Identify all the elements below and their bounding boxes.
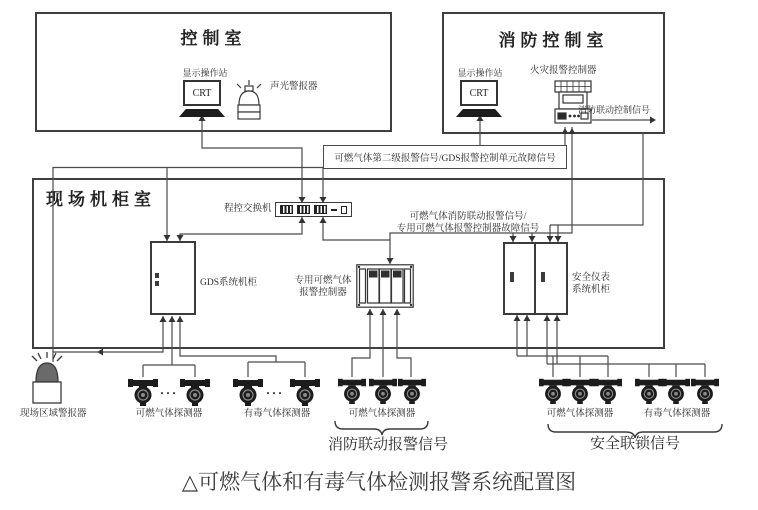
gas-detector-icon	[566, 379, 594, 404]
gas-detector-icon	[233, 379, 263, 406]
safety-interlock-signal-label: 安全联锁信号	[589, 436, 680, 452]
gas-detector-icon	[635, 379, 663, 404]
gas-detector-icon	[128, 379, 158, 406]
field-area-alarm-icon	[28, 350, 66, 406]
px-switch-label: 程控交换机	[224, 204, 272, 214]
fire-crt-station	[455, 80, 505, 118]
gds-alarm-signal-label-box	[323, 145, 567, 169]
switch-ports-icon	[314, 205, 327, 214]
crt-keyboard-icon	[456, 109, 502, 117]
control-room-title: 控制室	[180, 29, 247, 48]
fire-control-room-title: 消防控制室	[498, 31, 609, 50]
detector-group-label: 有毒气体探测器	[643, 409, 711, 419]
switch-ports-icon	[280, 205, 293, 214]
sis-cabinet-label	[572, 273, 610, 297]
switch-dash-icon	[331, 209, 337, 211]
gas-detector-icon	[290, 379, 320, 406]
dedicated-signal-line2: 专用可燃气体报警控制器故障信号	[396, 223, 540, 234]
gas-detector-icon	[594, 379, 622, 404]
dedicated-controller-label-line2: 报警控制器	[299, 287, 347, 298]
crt-screen-text: CRT	[192, 87, 212, 99]
fire-linkage-alarm-signal-label: 消防联动报警信号	[327, 437, 448, 453]
crt-monitor-icon	[183, 80, 221, 106]
audio-visual-alarm-icon	[234, 78, 264, 120]
fire-alarm-controller-label: 火灾报警控制器	[530, 66, 597, 76]
gas-detector-icon	[180, 379, 210, 406]
gds-alarm-signal-text: 可燃气体第二级报警信号/GDS报警控制单元故障信号	[334, 154, 556, 164]
gas-detector-icon	[369, 379, 397, 404]
crt-keyboard-icon	[179, 109, 225, 117]
sis-cabinet-label-line1: 安全仪表	[572, 273, 611, 283]
dedicated-signal-label	[388, 212, 548, 236]
fire-alarm-controller-icon	[553, 80, 593, 128]
sis-cabinet-label-line2: 系统机柜	[572, 284, 611, 295]
detector-group-label: 可燃气体探测器	[348, 409, 416, 419]
crt-monitor-icon	[460, 80, 498, 106]
control-crt-label: 显示操作站	[182, 68, 228, 78]
crt-screen-text: CRT	[469, 87, 489, 99]
dedicated-controller-label-line1: 专用可燃气体	[294, 276, 352, 286]
field-cabinet-room-title: 现场机柜室	[46, 190, 156, 209]
fire-linkage-brace	[335, 421, 428, 435]
sis-cabinet-icon	[503, 242, 568, 315]
audio-visual-alarm-label: 声光警报器	[270, 82, 318, 92]
dedicated-controller-label	[292, 276, 354, 300]
fire-crt-label: 显示操作站	[457, 68, 503, 78]
fire-linkage-control-signal-label: 消防联动控制信号	[578, 105, 651, 115]
gas-detector-icon	[398, 379, 426, 404]
gas-detector-icon	[539, 379, 567, 404]
dedicated-signal-line1: 可燃气体消防联动报警信号/	[409, 212, 527, 222]
switch-port-icon	[341, 206, 347, 214]
field-area-alarm-label: 现场区域警报器	[20, 409, 87, 419]
gds-cabinet-icon	[150, 241, 196, 315]
cabinet-latch-icon	[155, 281, 159, 286]
gas-detector-icon	[338, 379, 366, 404]
switch-ports-icon	[297, 205, 310, 214]
gds-cabinet-label: GDS系统机柜	[200, 278, 258, 288]
gas-detector-icon	[691, 379, 719, 404]
cabinet-divider	[534, 244, 536, 313]
cabinet-latch-icon	[541, 272, 545, 282]
cabinet-latch-icon	[155, 273, 159, 278]
cabinet-latch-icon	[510, 272, 514, 282]
gas-detector-icon	[662, 379, 690, 404]
px-switch-icon	[275, 202, 352, 217]
dedicated-controller-icon	[356, 264, 414, 308]
ellipsis-dots: ···	[266, 386, 285, 400]
ellipsis-dots: ···	[160, 386, 179, 400]
gas-detectors	[128, 379, 719, 406]
detector-group-label: 可燃气体探测器	[135, 409, 203, 419]
diagram-caption: △可燃气体和有毒气体检测报警系统配置图	[181, 471, 577, 494]
detector-group-label: 有毒气体探测器	[243, 409, 311, 419]
detector-group-label: 可燃气体探测器	[546, 409, 614, 419]
control-crt-station	[178, 80, 228, 118]
